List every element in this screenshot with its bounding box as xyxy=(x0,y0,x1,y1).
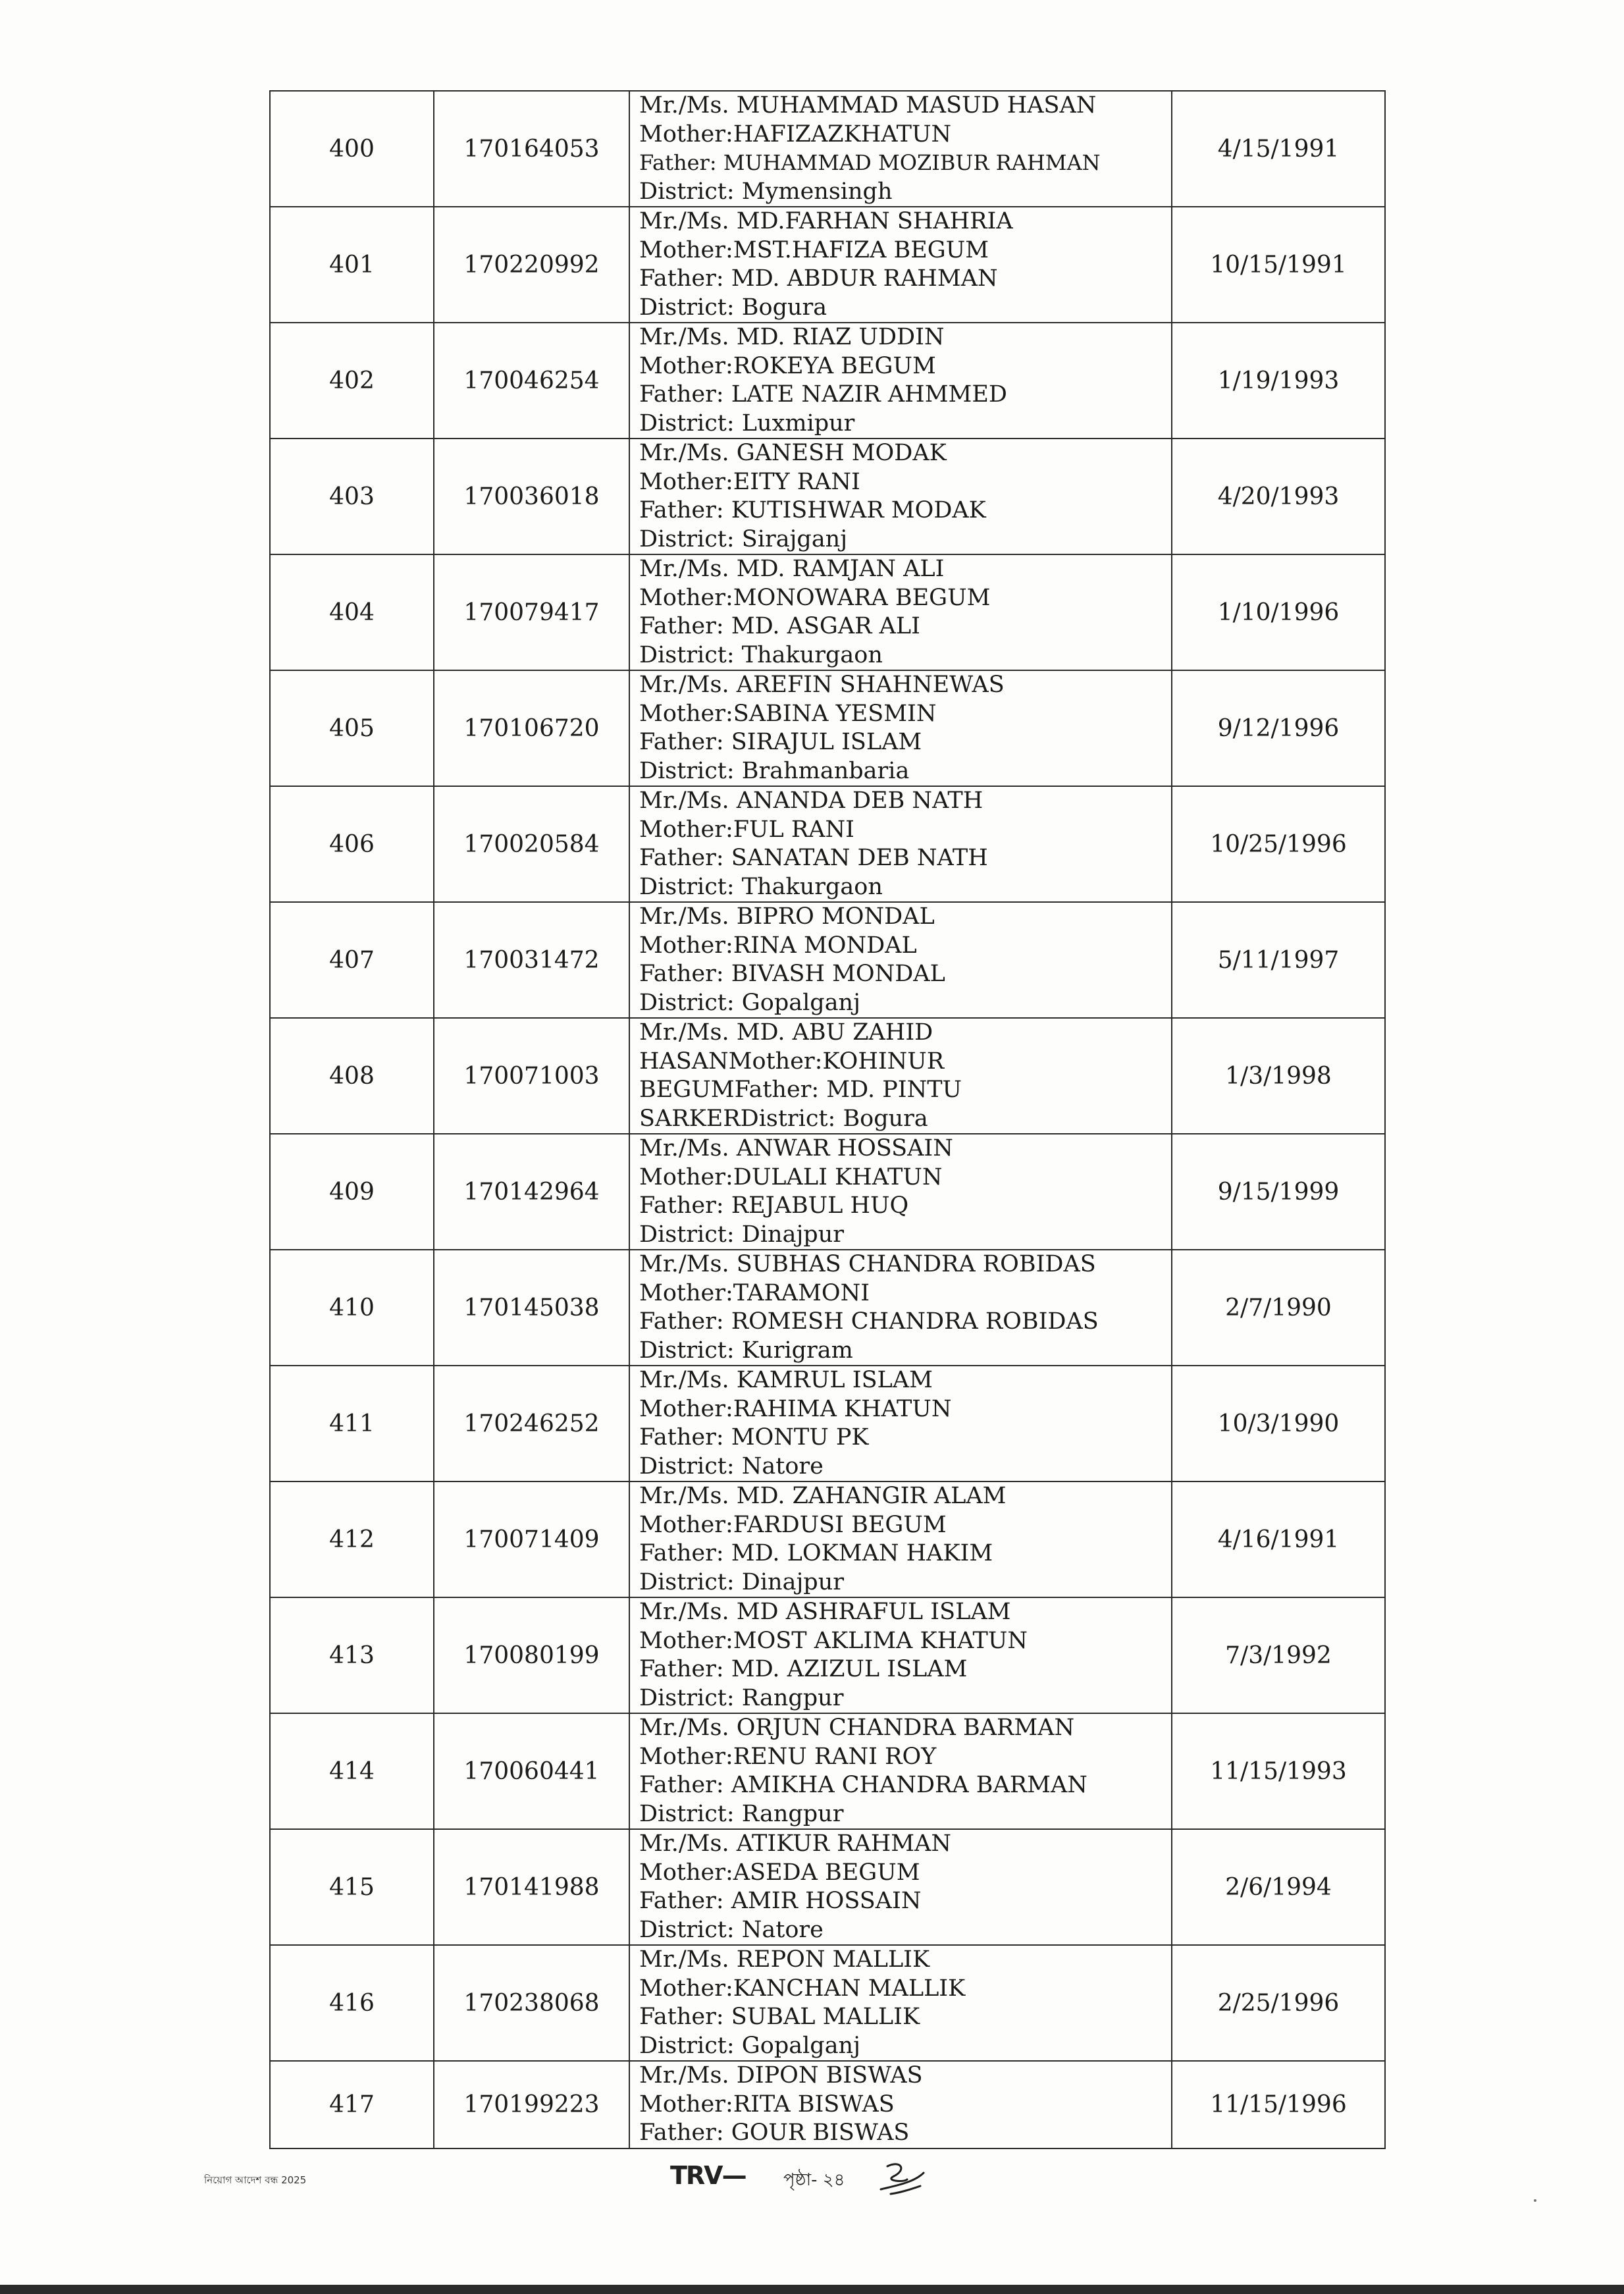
dob-cell: 2/6/1994 xyxy=(1172,1829,1385,1945)
dob-cell: 7/3/1992 xyxy=(1172,1597,1385,1713)
candidate-info-cell xyxy=(629,902,1172,1018)
mother-name: Mother:HAFIZAZKHATUN xyxy=(639,120,952,147)
father-name: Father: AMIKHA CHANDRA BARMAN xyxy=(639,1772,1087,1798)
father-name: Father: AMIR HOSSAIN xyxy=(639,1888,922,1914)
serial-cell: 400 xyxy=(270,91,434,207)
district: District: Thakurgaon xyxy=(639,641,883,668)
footer-initials: TRV— xyxy=(670,2161,746,2190)
district: District: Mymensingh xyxy=(639,178,893,205)
candidate-info-cell xyxy=(629,2061,1172,2148)
dob-cell: 10/3/1990 xyxy=(1172,1366,1385,1481)
table-row xyxy=(270,1134,1385,1250)
dob-cell: 9/12/1996 xyxy=(1172,670,1385,786)
candidate-info-cell xyxy=(629,670,1172,786)
father-name: Father: MONTU PK xyxy=(639,1424,869,1451)
candidate-info-cell xyxy=(629,1481,1172,1597)
dob-cell: 9/15/1999 xyxy=(1172,1134,1385,1250)
candidate-name: Mr./Ms. DIPON BISWAS xyxy=(639,2062,923,2089)
mother-name: Mother:RINA MONDAL xyxy=(639,932,917,959)
dob-cell: 4/15/1991 xyxy=(1172,91,1385,207)
roll-cell: 170246252 xyxy=(434,1366,629,1481)
table-row xyxy=(270,1945,1385,2061)
serial-cell: 401 xyxy=(270,207,434,323)
district: District: Dinajpur xyxy=(639,1568,844,1595)
signature-icon xyxy=(868,2153,933,2206)
table-row xyxy=(270,1481,1385,1597)
mother-name: Mother:MONOWARA BEGUM xyxy=(639,584,991,611)
district: District: Thakurgaon xyxy=(639,873,883,900)
roll-cell: 170071003 xyxy=(434,1018,629,1134)
mother-name: Mother:TARAMONI xyxy=(639,1279,870,1306)
district: District: Bogura xyxy=(639,294,827,321)
serial-cell: 412 xyxy=(270,1481,434,1597)
serial-cell: 407 xyxy=(270,902,434,1018)
mother-name: Mother:EITY RANI xyxy=(639,468,860,495)
roll-cell: 170060441 xyxy=(434,1713,629,1829)
scan-speck xyxy=(1534,2199,1536,2202)
father-name: Father: SIRAJUL ISLAM xyxy=(639,729,922,755)
district: District: Natore xyxy=(639,1453,824,1480)
candidate-info-cell xyxy=(629,323,1172,439)
father-name: Father: BIVASH MONDAL xyxy=(639,961,945,987)
mother-name: Mother:DULALI KHATUN xyxy=(639,1163,943,1190)
candidate-name: Mr./Ms. ORJUN CHANDRA BARMAN xyxy=(639,1715,1075,1741)
candidate-name: Mr./Ms. BIPRO MONDAL xyxy=(639,903,935,930)
serial-cell: 403 xyxy=(270,439,434,554)
roll-cell: 170031472 xyxy=(434,902,629,1018)
candidate-info-cell xyxy=(629,1597,1172,1713)
district: District: Kurigram xyxy=(639,1337,853,1364)
table-row xyxy=(270,1366,1385,1481)
roll-cell: 170141988 xyxy=(434,1829,629,1945)
roll-cell: 170106720 xyxy=(434,670,629,786)
candidate-name: Mr./Ms. REPON MALLIK xyxy=(639,1946,930,1973)
candidate-name: Mr./Ms. MD ASHRAFUL ISLAM xyxy=(639,1599,1011,1625)
serial-cell: 415 xyxy=(270,1829,434,1945)
candidate-info-cell xyxy=(629,1018,1172,1134)
serial-cell: 416 xyxy=(270,1945,434,2061)
serial-cell: 413 xyxy=(270,1597,434,1713)
candidate-info-cell xyxy=(629,1250,1172,1366)
candidate-table-body xyxy=(270,91,1385,2148)
table-row xyxy=(270,207,1385,323)
page-number: পৃষ্ঠা- ২৪ xyxy=(783,2170,845,2190)
candidate-name: Mr./Ms. SUBHAS CHANDRA ROBIDAS xyxy=(639,1251,1096,1277)
district: District: Luxmipur xyxy=(639,410,855,437)
father-name: Father: SANATAN DEB NATH xyxy=(639,845,988,871)
candidate-name: Mr./Ms. AREFIN SHAHNEWAS xyxy=(639,672,1005,698)
roll-cell: 170020584 xyxy=(434,786,629,902)
candidate-name: Mr./Ms. MD. ZAHANGIR ALAM xyxy=(639,1483,1007,1509)
roll-cell: 170145038 xyxy=(434,1250,629,1366)
table-row xyxy=(270,1713,1385,1829)
dob-cell: 1/3/1998 xyxy=(1172,1018,1385,1134)
serial-cell: 414 xyxy=(270,1713,434,1829)
table-row xyxy=(270,1250,1385,1366)
dob-cell: 5/11/1997 xyxy=(1172,902,1385,1018)
mother-name: HASANMother:KOHINUR xyxy=(639,1048,945,1075)
serial-cell: 406 xyxy=(270,786,434,902)
table-row xyxy=(270,670,1385,786)
candidate-info-cell xyxy=(629,1134,1172,1250)
father-name: Father: MD. ABDUR RAHMAN xyxy=(639,265,998,292)
mother-name: Mother:MST.HAFIZA BEGUM xyxy=(639,236,989,263)
mother-name: Mother:RENU RANI ROY xyxy=(639,1743,937,1770)
serial-cell: 417 xyxy=(270,2061,434,2148)
serial-cell: 405 xyxy=(270,670,434,786)
candidate-name: Mr./Ms. ANWAR HOSSAIN xyxy=(639,1135,953,1161)
district: District: Gopalganj xyxy=(639,2032,860,2059)
roll-cell: 170220992 xyxy=(434,207,629,323)
candidate-info-cell xyxy=(629,91,1172,207)
serial-cell: 410 xyxy=(270,1250,434,1366)
table-row xyxy=(270,786,1385,902)
candidate-name: Mr./Ms. GANESH MODAK xyxy=(639,440,947,466)
father-name: Father: MD. AZIZUL ISLAM xyxy=(639,1656,968,1682)
mother-name: Mother:RITA BISWAS xyxy=(639,2091,895,2118)
dob-cell: 11/15/1993 xyxy=(1172,1713,1385,1829)
serial-cell: 409 xyxy=(270,1134,434,1250)
district: District: Brahmanbaria xyxy=(639,757,910,784)
dob-cell: 10/15/1991 xyxy=(1172,207,1385,323)
father-name: Father: MD. LOKMAN HAKIM xyxy=(639,1540,993,1566)
table-row xyxy=(270,1597,1385,1713)
dob-cell: 4/16/1991 xyxy=(1172,1481,1385,1597)
table-row xyxy=(270,902,1385,1018)
dob-cell: 1/10/1996 xyxy=(1172,554,1385,670)
mother-name: Mother:SABINA YESMIN xyxy=(639,700,937,727)
father-name: Father: GOUR BISWAS xyxy=(639,2120,910,2146)
candidate-name: Mr./Ms. MD. RIAZ UDDIN xyxy=(639,324,945,350)
roll-cell: 170046254 xyxy=(434,323,629,439)
candidate-info-cell xyxy=(629,1713,1172,1829)
serial-cell: 402 xyxy=(270,323,434,439)
candidate-info-cell xyxy=(629,1945,1172,2061)
mother-name: Mother:ROKEYA BEGUM xyxy=(639,352,936,379)
dob-cell: 2/7/1990 xyxy=(1172,1250,1385,1366)
dob-cell: 2/25/1996 xyxy=(1172,1945,1385,2061)
candidate-name: Mr./Ms. MUHAMMAD MASUD HASAN xyxy=(639,92,1097,119)
roll-cell: 170036018 xyxy=(434,439,629,554)
mother-name: Mother:FUL RANI xyxy=(639,816,854,843)
candidate-info-cell xyxy=(629,554,1172,670)
roll-cell: 170080199 xyxy=(434,1597,629,1713)
district: District: Rangpur xyxy=(639,1800,844,1827)
mother-name: Mother:KANCHAN MALLIK xyxy=(639,1975,966,2002)
dob-cell: 4/20/1993 xyxy=(1172,439,1385,554)
scan-edge xyxy=(0,2285,1624,2294)
roll-cell: 170142964 xyxy=(434,1134,629,1250)
district: District: Natore xyxy=(639,1916,824,1943)
district: District: Sirajganj xyxy=(639,525,848,552)
dob-cell: 11/15/1996 xyxy=(1172,2061,1385,2148)
father-name: Father: ROMESH CHANDRA ROBIDAS xyxy=(639,1308,1099,1335)
candidate-info-cell xyxy=(629,439,1172,554)
father-name: Father: KUTISHWAR MODAK xyxy=(639,497,986,523)
district: District: Gopalganj xyxy=(639,989,860,1016)
table-row xyxy=(270,91,1385,207)
father-name: Father: MD. ASGAR ALI xyxy=(639,613,920,639)
serial-cell: 408 xyxy=(270,1018,434,1134)
father-name: Father: SUBAL MALLIK xyxy=(639,2004,920,2030)
candidate-name: Mr./Ms. KAMRUL ISLAM xyxy=(639,1367,933,1393)
mother-name: Mother:ASEDA BEGUM xyxy=(639,1859,920,1886)
serial-cell: 404 xyxy=(270,554,434,670)
candidate-info-cell xyxy=(629,1829,1172,1945)
candidate-name: Mr./Ms. ANANDA DEB NATH xyxy=(639,787,983,814)
candidate-name: Mr./Ms. ATIKUR RAHMAN xyxy=(639,1830,951,1857)
roll-cell: 170071409 xyxy=(434,1481,629,1597)
table-row xyxy=(270,323,1385,439)
district: District: Dinajpur xyxy=(639,1221,844,1248)
candidate-name: Mr./Ms. MD. RAMJAN ALI xyxy=(639,556,945,582)
serial-cell: 411 xyxy=(270,1366,434,1481)
candidate-name: Mr./Ms. MD. ABU ZAHID xyxy=(639,1019,933,1046)
candidate-table xyxy=(269,90,1386,2149)
roll-cell: 170199223 xyxy=(434,2061,629,2148)
table-row xyxy=(270,439,1385,554)
father-name: Father: REJABUL HUQ xyxy=(639,1192,909,1219)
candidate-info-cell xyxy=(629,207,1172,323)
roll-cell: 170079417 xyxy=(434,554,629,670)
table-row xyxy=(270,1018,1385,1134)
father-name: Father: LATE NAZIR AHMMED xyxy=(639,381,1007,408)
mother-name: Mother:MOST AKLIMA KHATUN xyxy=(639,1627,1028,1654)
candidate-name: Mr./Ms. MD.FARHAN SHAHRIA xyxy=(639,208,1013,234)
district: District: Rangpur xyxy=(639,1684,844,1711)
district: SARKERDistrict: Bogura xyxy=(639,1105,928,1132)
footer-note: নিয়োগ আদেশ বন্ধ 2025 xyxy=(204,2174,307,2186)
candidate-info-cell xyxy=(629,786,1172,902)
father-name: BEGUMFather: MD. PINTU xyxy=(639,1077,962,1103)
table-row xyxy=(270,1829,1385,1945)
roll-cell: 170238068 xyxy=(434,1945,629,2061)
father-name: Father: MUHAMMAD MOZIBUR RAHMAN xyxy=(639,150,1101,175)
mother-name: Mother:FARDUSI BEGUM xyxy=(639,1511,947,1538)
table-row xyxy=(270,2061,1385,2148)
dob-cell: 1/19/1993 xyxy=(1172,323,1385,439)
roll-cell: 170164053 xyxy=(434,91,629,207)
table-row xyxy=(270,554,1385,670)
dob-cell: 10/25/1996 xyxy=(1172,786,1385,902)
candidate-info-cell xyxy=(629,1366,1172,1481)
mother-name: Mother:RAHIMA KHATUN xyxy=(639,1395,952,1422)
